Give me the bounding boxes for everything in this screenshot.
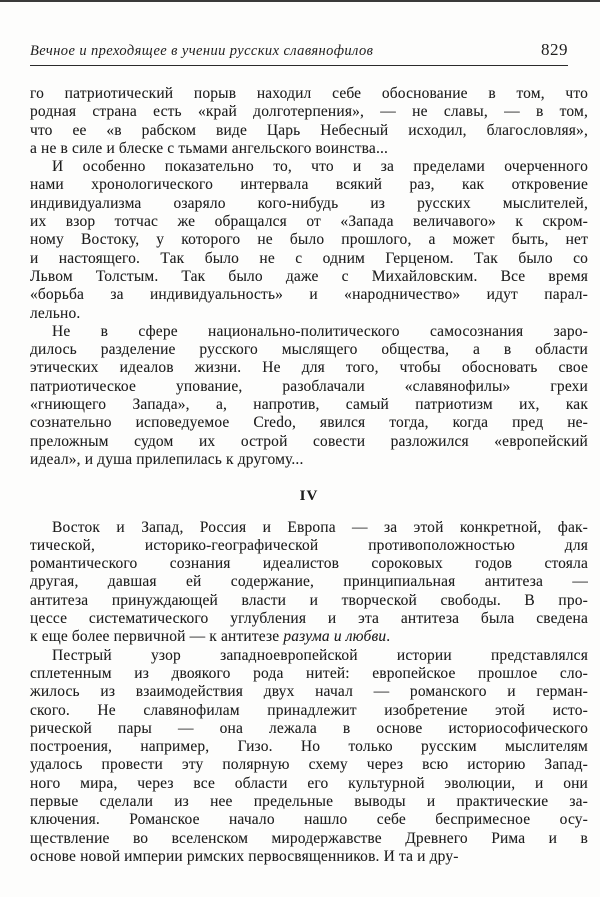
text-line: романтического сознания идеалистов сороковых годов стояла	[30, 555, 588, 573]
text-line: цессе систематического углубления и эта антитеза была сведена	[30, 610, 588, 628]
paragraph	[30, 158, 588, 323]
text-line: лельно.	[30, 304, 81, 322]
text-line: этических идеалов жизни. Не для того, чтобы обосновать свое	[30, 359, 588, 377]
text-line: И особенно показательно то, что и за пределами очерченного	[52, 158, 588, 176]
text-line: первые сделали из нее предельные выводы и практические за-	[30, 792, 588, 810]
text-line: а не в силе и блеске с тьмами ангельского воинства...	[30, 139, 389, 157]
text-line: другая, давшая ей содержание, принципиальная антитеза —	[30, 573, 588, 591]
text-line: дилось разделение русского мыслящего общества, а в области	[30, 341, 588, 359]
paragraph	[30, 323, 588, 469]
text-line: антитеза принуждающей власти и творческой свободы. В про-	[30, 591, 588, 609]
running-header	[30, 40, 568, 66]
text-line: построения, например, Гизо. Но только русским мыслителям	[30, 738, 588, 756]
text-line: сплетенным из двоякого рода нитей: европейское прошлое сло-	[30, 664, 588, 682]
text-line: рической пары — она лежала в основе историософического	[30, 719, 588, 737]
text-line: сознательно исповедуемое Credo, явился тогда, когда пред не-	[30, 414, 588, 432]
text-line: Не в сфере национально-политического самосознания заро-	[52, 322, 588, 340]
text-line: преложным судом их острой совести разложился «европейский	[30, 432, 588, 450]
text-line: ского. Не славянофилам принадлежит изобретение этой исто-	[30, 701, 588, 719]
paragraph	[30, 647, 588, 867]
text-line: индивидуализма озаряло кого-нибудь из русских мыслителей,	[30, 194, 588, 212]
text-line: идеал», и душа прилепилась к другому...	[30, 450, 304, 468]
text-line: ключения. Романское начало нашло себе беспримесное осу-	[30, 811, 588, 829]
text-line: ному Востоку, у которого не было прошлого, а может быть, нет	[30, 231, 588, 249]
text-line: нами хронологического интервала всякий раз, как откровение	[30, 176, 588, 194]
text-body	[30, 85, 588, 866]
text-line: основе новой империи римских первосвященников. И та и дру-	[30, 847, 459, 865]
text-line: их взор тотчас же обращался от «Запада величавого» к скром-	[30, 213, 588, 231]
text-line: ного мира, через все области его культурной эволюции, и они	[30, 774, 588, 792]
text-line: жилось из взаимодействия двух начал — романского и герман-	[30, 683, 588, 701]
text-line: патриотическое упование, разоблачали «славянофилы» грехи	[30, 377, 588, 395]
text-line: Восток и Запад, Россия и Европа — за этой конкретной, фак-	[52, 518, 588, 536]
text-line: тической, историко-географической противоположностью для	[30, 536, 588, 554]
text-line: что ее «в рабском виде Царь Небесный исходил, благословляя»,	[30, 121, 588, 139]
text-line: «борьба за индивидуальность» и «народничество» идут парал-	[30, 286, 588, 304]
paragraph	[30, 519, 588, 647]
running-title: Вечное и преходящее в учении русских славянофилов	[30, 43, 374, 59]
text-line: Пестрый узор западноевропейской истории представлялся	[52, 646, 588, 664]
text-line: го патриотический порыв находил себе обоснование в том, что	[30, 85, 588, 102]
text-line: родная страна есть «край долготерпения», — не славы, — в том,	[30, 103, 588, 121]
text-line: ществление во вселенском миродержавстве Древнего Рима и в	[30, 829, 588, 847]
page-number: 829	[541, 40, 568, 59]
paragraph	[30, 85, 588, 158]
scan-edge-artifact	[0, 0, 600, 2]
text-line: удалось провести эту полярную схему через всю историю Запад-	[30, 756, 588, 774]
text-line: к еще более первичной — к антитезе разума и любви.	[30, 628, 391, 646]
text-line: Львом Толстым. Так было даже с Михайловским. Все время	[30, 267, 588, 285]
section-heading: IV	[299, 488, 319, 505]
text-line: и настоящего. Так было не с одним Герценом. Так было со	[30, 249, 588, 267]
text-line: «гниющего Запада», а, напротив, самый патриотизм их, как	[30, 396, 588, 414]
